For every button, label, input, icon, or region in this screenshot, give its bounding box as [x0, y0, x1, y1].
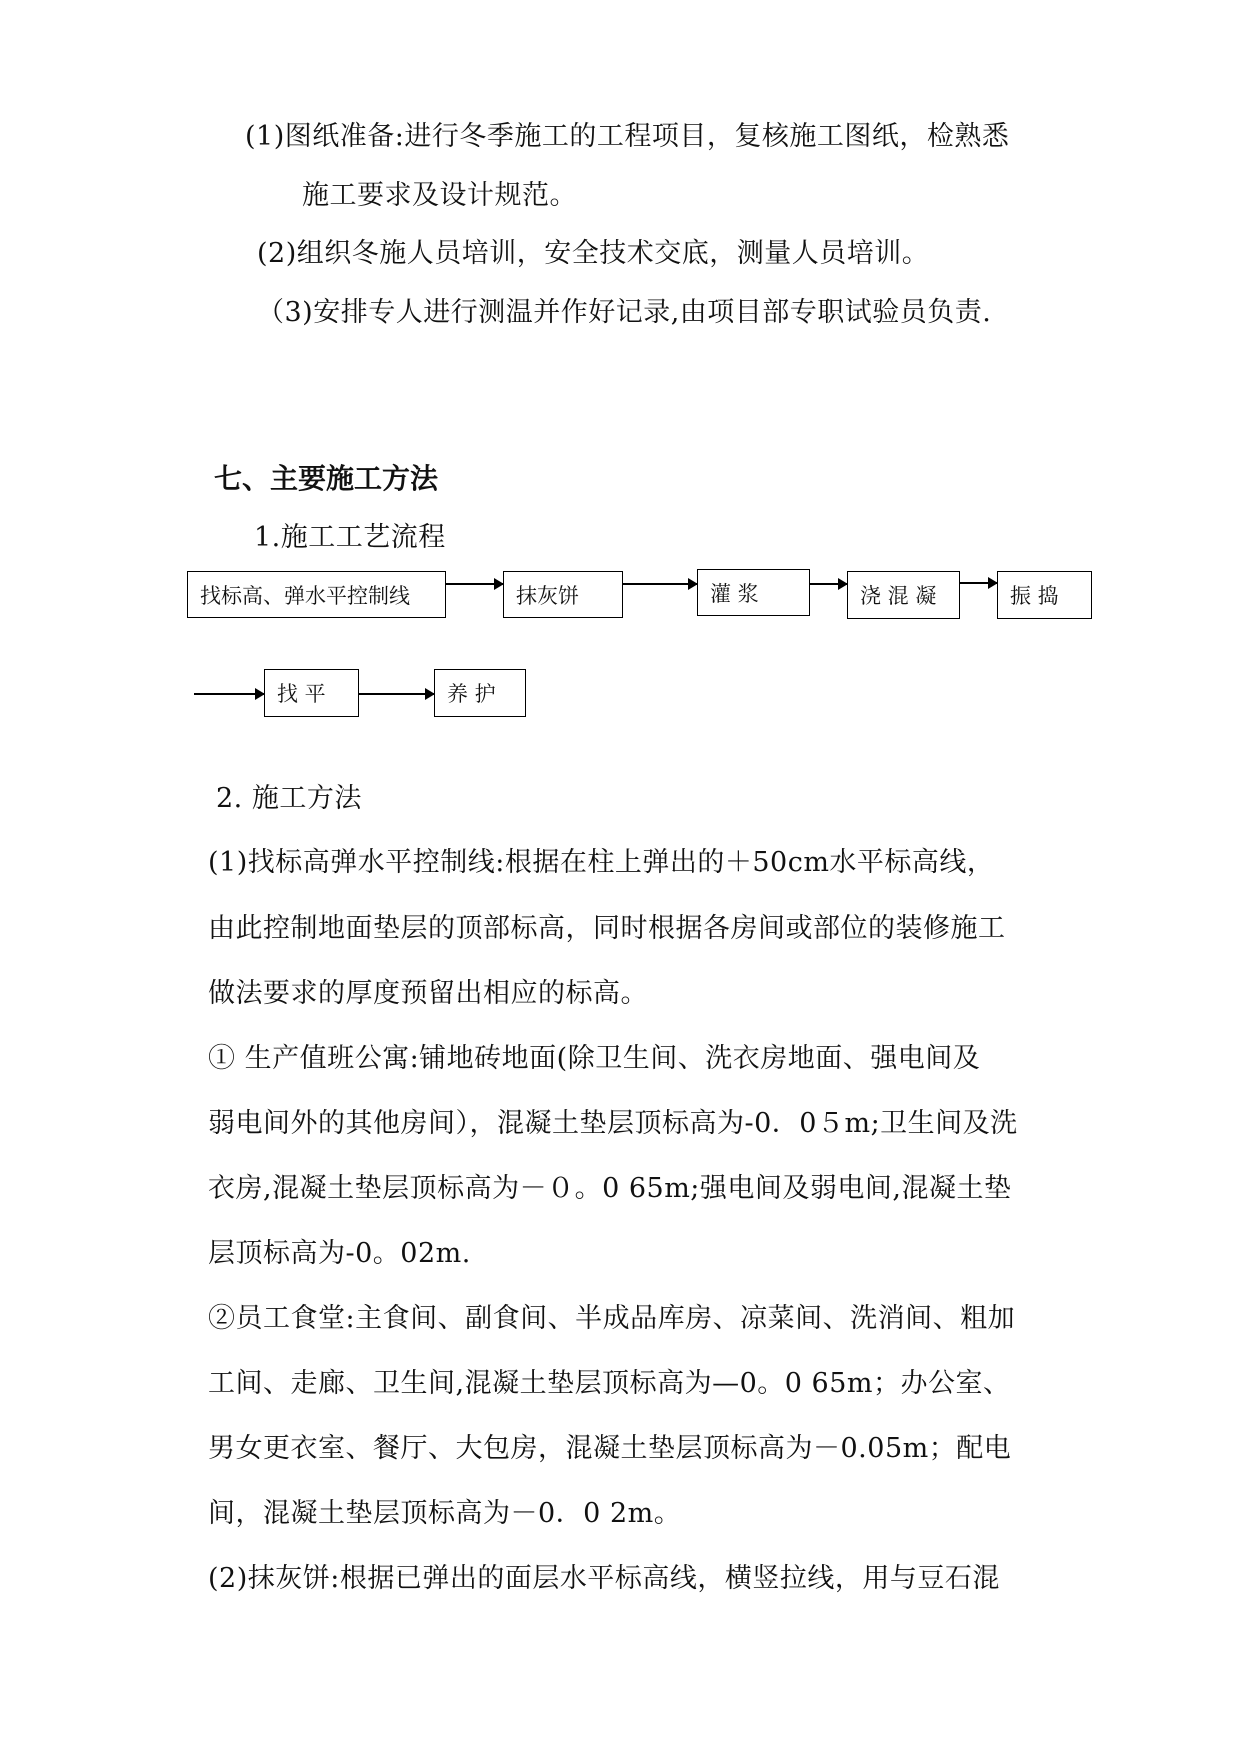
- para-2-line-4: 层顶标高为-0。02m.: [208, 1238, 471, 1269]
- flow-arrow-2: [623, 583, 697, 585]
- flow-step-curing: 养 护: [434, 669, 526, 717]
- flow-arrow-5: [194, 693, 264, 695]
- subheading-construction-method: 2. 施工方法: [216, 783, 362, 814]
- flow-step-plaster-cakes: 抹灰饼: [503, 571, 623, 618]
- para-1-line-2: 由此控制地面垫层的顶部标高，同时根据各房间或部位的装修施工: [208, 913, 1006, 944]
- flow-arrow-3: [810, 583, 847, 585]
- section-heading: 七、主要施工方法: [214, 462, 439, 495]
- para-2-line-1: ① 生产值班公寓:铺地砖地面(除卫生间、洗衣房地面、强电间及: [208, 1043, 981, 1074]
- prep-item-3: （3)安排专人进行测温并作好记录,由项目部专职试验员负责.: [257, 297, 992, 328]
- flow-step-leveling: 找 平: [264, 669, 359, 717]
- flow-step-pour-concrete: 浇 混 凝: [847, 571, 960, 619]
- para-3-line-2: 工间、走廊、卫生间,混凝土垫层顶标高为—0。0 65m；办公室、: [208, 1368, 1011, 1399]
- para-3-line-3: 男女更衣室、餐厅、大包房，混凝土垫层顶标高为－0.05m；配电: [208, 1433, 1012, 1464]
- flow-step-leveling-lines: 找标高、弹水平控制线: [187, 571, 446, 618]
- para-4-line-1: (2)抹灰饼:根据已弹出的面层水平标高线，横竖拉线，用与豆石混: [208, 1563, 1000, 1594]
- flow-arrow-6: [359, 693, 434, 695]
- prep-item-1-line-2: 施工要求及设计规范。: [302, 180, 577, 211]
- para-3-line-1: ②员工食堂:主食间、副食间、半成品库房、凉菜间、洗消间、粗加: [208, 1303, 1016, 1334]
- para-3-line-4: 间，混凝土垫层顶标高为－0．0 2m。: [208, 1498, 682, 1529]
- para-1-line-3: 做法要求的厚度预留出相应的标高。: [208, 978, 648, 1009]
- flow-arrow-4: [960, 582, 997, 584]
- para-2-line-2: 弱电间外的其他房间），混凝土垫层顶标高为-0．0５m;卫生间及洗: [208, 1108, 1018, 1139]
- flow-arrow-1: [446, 583, 503, 585]
- subheading-process-flow: 1.施工工艺流程: [254, 522, 446, 553]
- para-1-line-1: (1)找标高弹水平控制线:根据在柱上弹出的＋50cm水平标高线，: [208, 847, 995, 878]
- para-2-line-3: 衣房,混凝土垫层顶标高为－０。0 65m;强电间及弱电间,混凝土垫: [208, 1173, 1012, 1204]
- prep-item-2: (2)组织冬施人员培训，安全技术交底，测量人员培训。: [257, 238, 930, 269]
- prep-item-1-line-1: (1)图纸准备:进行冬季施工的工程项目，复核施工图纸，检熟悉: [245, 121, 1010, 152]
- flow-step-vibrating: 振 捣: [997, 571, 1092, 619]
- flow-step-grouting: 灌 浆: [697, 569, 810, 616]
